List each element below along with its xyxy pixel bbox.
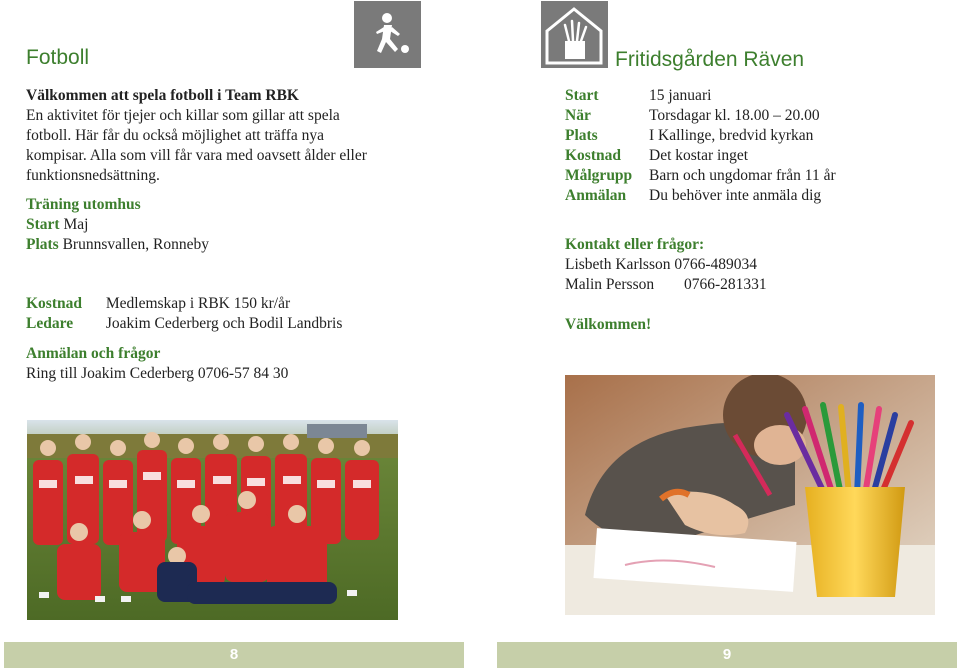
- info-value: I Kallinge, bredvid kyrkan: [649, 127, 814, 144]
- page-number-right: 9: [722, 646, 732, 663]
- info-row: [565, 106, 836, 126]
- info-row: [565, 146, 836, 166]
- welcome-text: Välkommen!: [565, 316, 652, 333]
- football-player-icon: [354, 1, 421, 68]
- info-value: Du behöver inte anmäla dig: [649, 187, 822, 204]
- youth-center-house-icon: [541, 1, 608, 68]
- info-label: Kostnad: [565, 147, 621, 164]
- info-label: Målgrupp: [565, 167, 633, 184]
- contact-name: Lisbeth Karlsson: [565, 256, 671, 273]
- start-label: Start: [26, 216, 60, 233]
- info-row: [565, 126, 836, 146]
- contact-phone: 0766-489034: [674, 256, 758, 273]
- place-value: Brunnsvallen, Ronneby: [62, 236, 209, 253]
- info-label: När: [565, 107, 591, 124]
- footer-bar-right: [497, 642, 957, 668]
- page-title-youth-center: Fritidsgården Räven: [615, 48, 805, 71]
- info-row: [565, 86, 836, 106]
- info-value: 15 januari: [649, 87, 712, 104]
- page-number-left: 8: [229, 646, 239, 663]
- info-label: Start: [565, 87, 599, 104]
- leader-label: Ledare: [26, 315, 74, 332]
- start-row: [26, 215, 88, 235]
- intro-line: En aktivitet för tjejer och killar som gillar att spela: [26, 107, 340, 124]
- leader-row: [26, 314, 342, 334]
- cost-row: [26, 294, 290, 314]
- drawing-photo: [565, 375, 935, 615]
- info-row: [565, 166, 836, 186]
- intro-line: funktionsnedsättning.: [26, 167, 160, 184]
- team-photo: [27, 420, 398, 620]
- start-value: Maj: [63, 216, 89, 233]
- info-label: Anmälan: [565, 187, 627, 204]
- info-row: [565, 186, 836, 206]
- info-value: Det kostar inget: [649, 147, 749, 164]
- contact-name: Malin Persson: [565, 276, 655, 293]
- contact-row: [565, 255, 757, 275]
- contact-phone: 0766-281331: [684, 276, 767, 293]
- signup-heading: Anmälan och frågor: [26, 345, 161, 362]
- leader-value: Joakim Cederberg och Bodil Landbris: [105, 315, 343, 332]
- info-label: Plats: [565, 127, 598, 144]
- info-list: [565, 86, 836, 206]
- cost-label: Kostnad: [26, 295, 82, 312]
- cost-value: Medlemskap i RBK 150 kr/år: [105, 295, 291, 312]
- intro-line: fotboll. Här får du också möjlighet att träffa nya: [26, 127, 324, 144]
- signup-text: Ring till Joakim Cederberg 0706-57 84 30: [26, 365, 289, 382]
- place-label: Plats: [26, 236, 59, 253]
- footer-bar-left: [4, 642, 464, 668]
- intro-line: kompisar. Alla som vill får vara med oavsett ålder eller: [26, 147, 367, 164]
- training-heading: Träning utomhus: [26, 196, 141, 213]
- info-value: Barn och ungdomar från 11 år: [649, 167, 836, 184]
- place-row: [26, 235, 209, 255]
- intro-heading: Välkommen att spela fotboll i Team RBK: [26, 87, 299, 104]
- contact-heading: Kontakt eller frågor:: [565, 236, 705, 253]
- page-title-football: Fotboll: [26, 46, 90, 69]
- info-value: Torsdagar kl. 18.00 – 20.00: [649, 107, 820, 124]
- contact-row: [565, 275, 767, 295]
